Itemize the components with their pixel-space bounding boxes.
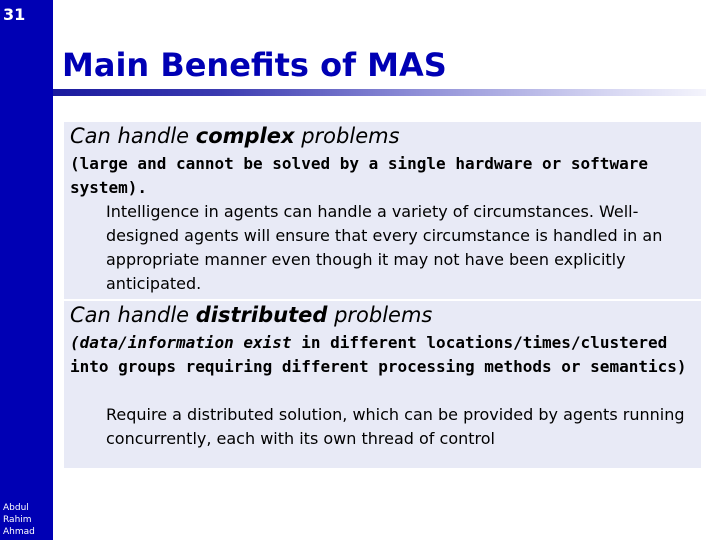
- heading-emphasis: distributed: [195, 303, 328, 327]
- left-sidebar-bar: [0, 0, 53, 540]
- heading-prefix: Can handle: [70, 124, 196, 148]
- benefit-heading: [70, 124, 400, 148]
- benefit-block-complex: [64, 122, 701, 299]
- subtitle-italic-part: (data/information exist: [70, 333, 292, 352]
- author-name: [3, 502, 53, 538]
- author-first-name: Abdul: [3, 503, 29, 513]
- author-middle-name: Rahim: [3, 515, 32, 525]
- heading-prefix: Can handle: [70, 303, 196, 327]
- benefit-heading: [70, 303, 432, 327]
- slide-title: Main Benefits of MAS: [62, 46, 447, 84]
- slide-number: 31: [3, 5, 26, 24]
- benefit-subtitle: [70, 331, 698, 379]
- title-underline: [53, 89, 706, 96]
- benefit-description: Intelligence in agents can handle a variety of circumstances. Well-designed agents will ensure that every circumstance is handled in an appropriate manner even though it may not have been explicitly anticipated.: [106, 202, 663, 293]
- heading-suffix: problems: [294, 124, 400, 148]
- heading-emphasis: complex: [195, 124, 295, 148]
- benefit-block-distributed: [64, 301, 701, 468]
- heading-suffix: problems: [327, 303, 433, 327]
- benefit-description: Require a distributed solution, which can be provided by agents running concurrently, each with its own thread of control: [106, 405, 685, 448]
- benefit-subtitle: (large and cannot be solved by a single hardware or software system).: [70, 154, 648, 197]
- subtitle-rest: in different locations/times/clustered into groups requiring different processing methods or semantics): [70, 333, 687, 376]
- author-last-name: Ahmad: [3, 527, 35, 537]
